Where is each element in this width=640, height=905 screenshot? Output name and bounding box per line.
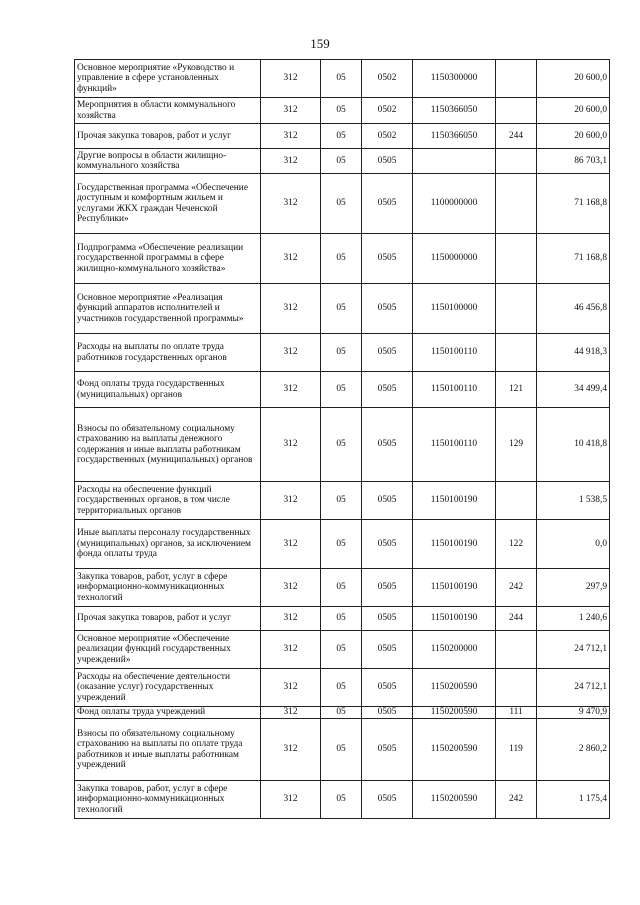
item-name-cell: Фонд оплаты труда учреждений bbox=[75, 707, 261, 719]
item-name-cell: Иные выплаты персоналу государственных (муниципальных) органов, за исключением фонда оплаты труда bbox=[75, 520, 261, 569]
item-name-cell: Прочая закупка товаров, работ и услуг bbox=[75, 124, 261, 149]
section-cell: 05 bbox=[321, 569, 362, 607]
subsection-cell: 0505 bbox=[362, 719, 413, 781]
administrator-code-cell: 312 bbox=[261, 569, 321, 607]
target-article-cell: 1150100110 bbox=[413, 334, 496, 372]
target-article-cell: 1150366050 bbox=[413, 124, 496, 149]
subsection-cell: 0505 bbox=[362, 569, 413, 607]
item-name-cell: Основное мероприятие «Руководство и управление в сфере установленных функций» bbox=[75, 60, 261, 98]
amount-cell: 46 456,8 bbox=[537, 284, 610, 334]
subsection-cell: 0505 bbox=[362, 149, 413, 174]
table-row bbox=[75, 124, 610, 149]
item-name-cell: Взносы по обязательному социальному страхованию на выплаты денежного содержания и иные выплаты работникам государственных (муниципальных) органов bbox=[75, 408, 261, 482]
item-name-cell: Взносы по обязательному социальному страхованию на выплаты по оплате труда работников и иные выплаты работникам учреждений bbox=[75, 719, 261, 781]
table-row bbox=[75, 707, 610, 719]
target-article-cell: 1150366050 bbox=[413, 98, 496, 124]
section-cell: 05 bbox=[321, 781, 362, 819]
target-article-cell: 1150100190 bbox=[413, 607, 496, 631]
expense-type-cell bbox=[496, 482, 537, 520]
target-article-cell bbox=[413, 149, 496, 174]
section-cell: 05 bbox=[321, 520, 362, 569]
administrator-code-cell: 312 bbox=[261, 174, 321, 234]
subsection-cell: 0505 bbox=[362, 781, 413, 819]
subsection-cell: 0505 bbox=[362, 334, 413, 372]
administrator-code-cell: 312 bbox=[261, 669, 321, 707]
administrator-code-cell: 312 bbox=[261, 234, 321, 284]
section-cell: 05 bbox=[321, 174, 362, 234]
section-cell: 05 bbox=[321, 60, 362, 98]
table-row bbox=[75, 482, 610, 520]
table-row bbox=[75, 98, 610, 124]
section-cell: 05 bbox=[321, 408, 362, 482]
expense-type-cell: 129 bbox=[496, 408, 537, 482]
item-name-cell: Основное мероприятие «Реализация функций аппаратов исполнителей и участников государственной программы» bbox=[75, 284, 261, 334]
expense-type-cell: 242 bbox=[496, 569, 537, 607]
table-row bbox=[75, 408, 610, 482]
item-name-cell: Расходы на обеспечение функций государственных органов, в том числе территориальных органов bbox=[75, 482, 261, 520]
item-name-cell: Другие вопросы в области жилищно-коммунального хозяйства bbox=[75, 149, 261, 174]
administrator-code-cell: 312 bbox=[261, 334, 321, 372]
expense-type-cell bbox=[496, 149, 537, 174]
amount-cell: 24 712,1 bbox=[537, 669, 610, 707]
section-cell: 05 bbox=[321, 482, 362, 520]
section-cell: 05 bbox=[321, 607, 362, 631]
expense-type-cell: 122 bbox=[496, 520, 537, 569]
expense-type-cell bbox=[496, 669, 537, 707]
section-cell: 05 bbox=[321, 98, 362, 124]
administrator-code-cell: 312 bbox=[261, 631, 321, 669]
expense-type-cell: 244 bbox=[496, 124, 537, 149]
subsection-cell: 0505 bbox=[362, 372, 413, 408]
table-row bbox=[75, 284, 610, 334]
target-article-cell: 1150000000 bbox=[413, 234, 496, 284]
administrator-code-cell: 312 bbox=[261, 707, 321, 719]
item-name-cell: Основное мероприятие «Обеспечение реализации функций государственных учреждений» bbox=[75, 631, 261, 669]
expense-type-cell: 244 bbox=[496, 607, 537, 631]
target-article-cell: 1100000000 bbox=[413, 174, 496, 234]
amount-cell: 1 240,6 bbox=[537, 607, 610, 631]
section-cell: 05 bbox=[321, 334, 362, 372]
administrator-code-cell: 312 bbox=[261, 607, 321, 631]
budget-table bbox=[74, 59, 610, 819]
amount-cell: 71 168,8 bbox=[537, 234, 610, 284]
table-row bbox=[75, 372, 610, 408]
target-article-cell: 1150200590 bbox=[413, 719, 496, 781]
target-article-cell: 1150200590 bbox=[413, 707, 496, 719]
expense-type-cell: 119 bbox=[496, 719, 537, 781]
expense-type-cell bbox=[496, 631, 537, 669]
subsection-cell: 0502 bbox=[362, 60, 413, 98]
item-name-cell: Прочая закупка товаров, работ и услуг bbox=[75, 607, 261, 631]
section-cell: 05 bbox=[321, 631, 362, 669]
target-article-cell: 1150300000 bbox=[413, 60, 496, 98]
target-article-cell: 1150100190 bbox=[413, 569, 496, 607]
section-cell: 05 bbox=[321, 719, 362, 781]
expense-type-cell bbox=[496, 174, 537, 234]
administrator-code-cell: 312 bbox=[261, 60, 321, 98]
subsection-cell: 0505 bbox=[362, 607, 413, 631]
administrator-code-cell: 312 bbox=[261, 520, 321, 569]
subsection-cell: 0505 bbox=[362, 482, 413, 520]
item-name-cell: Расходы на обеспечение деятельности (оказание услуг) государственных учреждений bbox=[75, 669, 261, 707]
section-cell: 05 bbox=[321, 669, 362, 707]
subsection-cell: 0505 bbox=[362, 284, 413, 334]
target-article-cell: 1150200590 bbox=[413, 781, 496, 819]
subsection-cell: 0505 bbox=[362, 707, 413, 719]
item-name-cell: Закупка товаров, работ, услуг в сфере информационно-коммуникационных технологий bbox=[75, 781, 261, 819]
amount-cell: 20 600,0 bbox=[537, 124, 610, 149]
table-row bbox=[75, 669, 610, 707]
amount-cell: 71 168,8 bbox=[537, 174, 610, 234]
target-article-cell: 1150100190 bbox=[413, 520, 496, 569]
section-cell: 05 bbox=[321, 284, 362, 334]
administrator-code-cell: 312 bbox=[261, 482, 321, 520]
target-article-cell: 1150200000 bbox=[413, 631, 496, 669]
subsection-cell: 0505 bbox=[362, 234, 413, 284]
amount-cell: 2 860,2 bbox=[537, 719, 610, 781]
section-cell: 05 bbox=[321, 707, 362, 719]
section-cell: 05 bbox=[321, 149, 362, 174]
amount-cell: 1 538,5 bbox=[537, 482, 610, 520]
expense-type-cell: 111 bbox=[496, 707, 537, 719]
subsection-cell: 0505 bbox=[362, 408, 413, 482]
target-article-cell: 1150100110 bbox=[413, 408, 496, 482]
amount-cell: 10 418,8 bbox=[537, 408, 610, 482]
administrator-code-cell: 312 bbox=[261, 781, 321, 819]
expense-type-cell bbox=[496, 60, 537, 98]
subsection-cell: 0505 bbox=[362, 631, 413, 669]
administrator-code-cell: 312 bbox=[261, 372, 321, 408]
target-article-cell: 1150200590 bbox=[413, 669, 496, 707]
table-row bbox=[75, 60, 610, 98]
table-row bbox=[75, 719, 610, 781]
expense-type-cell bbox=[496, 98, 537, 124]
section-cell: 05 bbox=[321, 234, 362, 284]
table-row bbox=[75, 334, 610, 372]
section-cell: 05 bbox=[321, 124, 362, 149]
table-row bbox=[75, 234, 610, 284]
amount-cell: 86 703,1 bbox=[537, 149, 610, 174]
amount-cell: 24 712,1 bbox=[537, 631, 610, 669]
section-cell: 05 bbox=[321, 372, 362, 408]
table-row bbox=[75, 631, 610, 669]
expense-type-cell bbox=[496, 234, 537, 284]
target-article-cell: 1150100110 bbox=[413, 372, 496, 408]
expense-type-cell bbox=[496, 334, 537, 372]
table-row bbox=[75, 520, 610, 569]
administrator-code-cell: 312 bbox=[261, 719, 321, 781]
administrator-code-cell: 312 bbox=[261, 98, 321, 124]
item-name-cell: Мероприятия в области коммунального хозяйства bbox=[75, 98, 261, 124]
administrator-code-cell: 312 bbox=[261, 124, 321, 149]
subsection-cell: 0505 bbox=[362, 669, 413, 707]
subsection-cell: 0502 bbox=[362, 98, 413, 124]
table-row bbox=[75, 174, 610, 234]
table-row bbox=[75, 569, 610, 607]
administrator-code-cell: 312 bbox=[261, 284, 321, 334]
target-article-cell: 1150100190 bbox=[413, 482, 496, 520]
amount-cell: 34 499,4 bbox=[537, 372, 610, 408]
table-row bbox=[75, 781, 610, 819]
table-row bbox=[75, 149, 610, 174]
administrator-code-cell: 312 bbox=[261, 149, 321, 174]
budget-table-body bbox=[75, 60, 610, 819]
expense-type-cell: 242 bbox=[496, 781, 537, 819]
administrator-code-cell: 312 bbox=[261, 408, 321, 482]
subsection-cell: 0505 bbox=[362, 520, 413, 569]
subsection-cell: 0502 bbox=[362, 124, 413, 149]
item-name-cell: Подпрограмма «Обеспечение реализации государственной программы в сфере жилищно-коммунального хозяйства» bbox=[75, 234, 261, 284]
amount-cell: 9 470,9 bbox=[537, 707, 610, 719]
subsection-cell: 0505 bbox=[362, 174, 413, 234]
amount-cell: 20 600,0 bbox=[537, 98, 610, 124]
amount-cell: 297,9 bbox=[537, 569, 610, 607]
target-article-cell: 1150100000 bbox=[413, 284, 496, 334]
amount-cell: 44 918,3 bbox=[537, 334, 610, 372]
amount-cell: 0,0 bbox=[537, 520, 610, 569]
amount-cell: 1 175,4 bbox=[537, 781, 610, 819]
expense-type-cell: 121 bbox=[496, 372, 537, 408]
item-name-cell: Государственная программа «Обеспечение доступным и комфортным жильем и услугами ЖКХ граждан Чеченской Республики» bbox=[75, 174, 261, 234]
item-name-cell: Расходы на выплаты по оплате труда работников государственных органов bbox=[75, 334, 261, 372]
amount-cell: 20 600,0 bbox=[537, 60, 610, 98]
item-name-cell: Закупка товаров, работ, услуг в сфере информационно-коммуникационных технологий bbox=[75, 569, 261, 607]
expense-type-cell bbox=[496, 284, 537, 334]
page-number: 159 bbox=[310, 36, 330, 51]
item-name-cell: Фонд оплаты труда государственных (муниципальных) органов bbox=[75, 372, 261, 408]
table-row bbox=[75, 607, 610, 631]
